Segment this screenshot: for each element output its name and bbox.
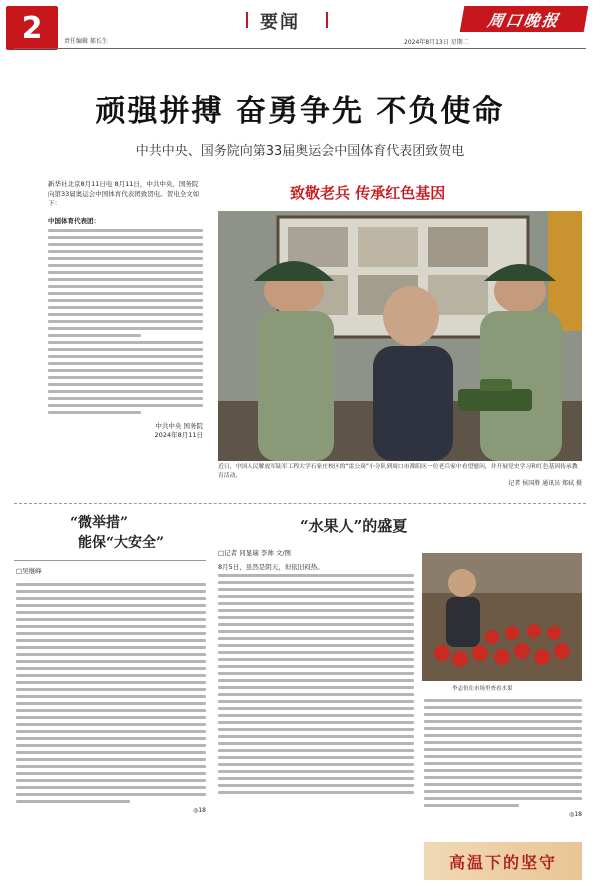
- main-article-text-placeholder: [48, 229, 203, 414]
- left-story-body: [16, 580, 206, 814]
- section-divider-left: [246, 12, 248, 28]
- newspaper-logo: 周口晚报: [460, 6, 589, 32]
- photo-caption: 近日，中国人民解放军陆军工程大学石家庄校区的“雷公岗”小分队到周口市淮阳区一位老兵家中看望慰问，并开展党史学习和红色基因传承教育活动。: [218, 464, 578, 479]
- veteran-visit-illustration: [218, 211, 582, 461]
- photo-caption-block: [218, 463, 582, 489]
- main-headline: 顽强拼搏 奋勇争先 不负使命: [95, 94, 505, 129]
- left-story-headline-line2: 能保“大安全”: [78, 535, 165, 551]
- main-subhead: 中共中央、国务院向第33届奥运会中国体育代表团致贺电: [135, 144, 465, 159]
- main-article-body: [48, 180, 203, 440]
- issue-date: 2024年8月13日 星期二: [404, 39, 469, 46]
- right-story-body-col1: [218, 562, 414, 798]
- editor-line: 责任编辑 郝长生: [64, 38, 108, 45]
- series-banner: 高温下的坚守: [424, 842, 582, 880]
- page-number-badge: 2: [6, 6, 58, 50]
- right-story-intro: 8月5日，虽然是阴天，但依旧闷热。: [218, 563, 324, 571]
- photo-credit: 记者 侯国胜 通讯员 郑轼 摄: [508, 480, 582, 487]
- fruit-market-photo: [422, 553, 582, 681]
- section-title: 要闻: [260, 12, 300, 33]
- left-story-end-mark: ◎18: [193, 807, 206, 814]
- photo-story-title: 致敬老兵 传承红色基因: [290, 184, 446, 202]
- right-story-byline: □记者 同显瑞 李帅 文/图: [218, 549, 292, 557]
- header-rule: [14, 48, 586, 49]
- left-story-byline: □吴继峰: [16, 567, 42, 575]
- main-article-lede: 新华社北京8月11日电 8月11日，中共中央、国务院向第33届奥运会中国体育代表团致贺电。贺电全文如下：: [48, 180, 200, 207]
- fruit-market-illustration: [422, 553, 582, 681]
- left-story-rule: [14, 560, 206, 561]
- section-divider-right: [326, 12, 328, 28]
- right-story-body-col2: [424, 696, 582, 818]
- fruit-photo-caption: 李志恒在市场里查看水果: [452, 686, 513, 692]
- right-story-end-mark: ◎18: [569, 811, 582, 818]
- main-article-salutation: 中国体育代表团：: [48, 216, 100, 225]
- left-story-headline-line1: “微举措”: [70, 515, 129, 531]
- letter-date: 2024年8月11日: [154, 431, 203, 439]
- section-separator: [14, 503, 586, 504]
- right-story-headline: “水果人”的盛夏: [300, 517, 408, 535]
- veteran-visit-photo: [218, 211, 582, 461]
- letter-signature: 中共中央 国务院: [155, 422, 203, 430]
